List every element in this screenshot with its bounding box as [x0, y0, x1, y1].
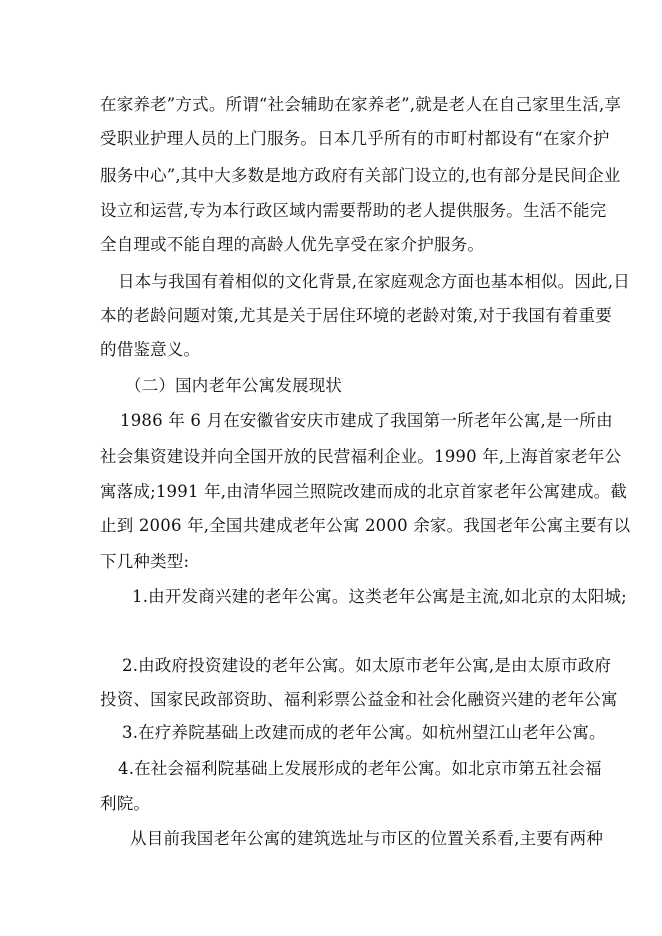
list-item-3: 3.在疗养院基础上改建而成的老年公寓。如杭州望江山老年公寓。 [122, 723, 606, 742]
text-line-7: 本的老龄问题对策,尤其是关于居住环境的老龄对策,对于我国有着重要 [100, 306, 612, 325]
text-line-21: 从目前我国老年公寓的建筑选址与市区的位置关系看,主要有两种 [130, 829, 604, 848]
list-item-4: 4.在社会福利院基础上发展形成的老年公寓。如北京市第五社会福 [118, 759, 602, 778]
text-line-8: 的借鉴意义。 [100, 340, 201, 359]
section-heading: （二）国内老年公寓发展现状 [125, 376, 343, 395]
text-line-11: 社会集资建设并向全国开放的民营福利企业。1990 年,上海首家老年公 [100, 447, 622, 466]
text-line-10: 1986 年 6 月在安徽省安庆市建成了我国第一所老年公寓,是一所由 [120, 411, 613, 430]
text-line-1: 在家养老”方式。所谓“社会辅助在家养老”,就是老人在自己家里生活,享 [100, 95, 622, 114]
text-line-12: 寓落成;1991 年,由清华园兰照院改建而成的北京首家老年公寓建成。截 [100, 482, 628, 501]
list-item-1: 1.由开发商兴建的老年公寓。这类老年公寓是主流,如北京的太阳城; [132, 587, 627, 606]
list-item-4-cont: 利院。 [100, 794, 151, 813]
list-item-2-cont: 投资、国家民政部资助、福利彩票公益金和社会化融资兴建的老年公寓 [100, 690, 618, 709]
text-line-13: 止到 2006 年,全国共建成老年公寓 2000 余家。我国老年公寓主要有以 [100, 516, 631, 535]
text-line-4: 设立和运营,专为本行政区域内需要帮助的老人提供服务。生活不能完 [100, 201, 607, 220]
text-line-6: 日本与我国有着相似的文化背景,在家庭观念方面也基本相似。因此,日 [118, 272, 630, 291]
text-line-3: 服务中心”,其中大多数是地方政府有关部门设立的,也有部分是民间企业 [100, 166, 621, 185]
list-item-2: 2.由政府投资建设的老年公寓。如太原市老年公寓,是由太原市政府 [122, 656, 612, 675]
text-line-2: 受职业护理人员的上门服务。日本几乎所有的市町村都设有“在家介护 [100, 129, 610, 148]
text-line-14: 下几种类型: [100, 552, 190, 571]
text-line-5: 全自理或不能自理的高龄人优先享受在家介护服务。 [100, 235, 485, 254]
